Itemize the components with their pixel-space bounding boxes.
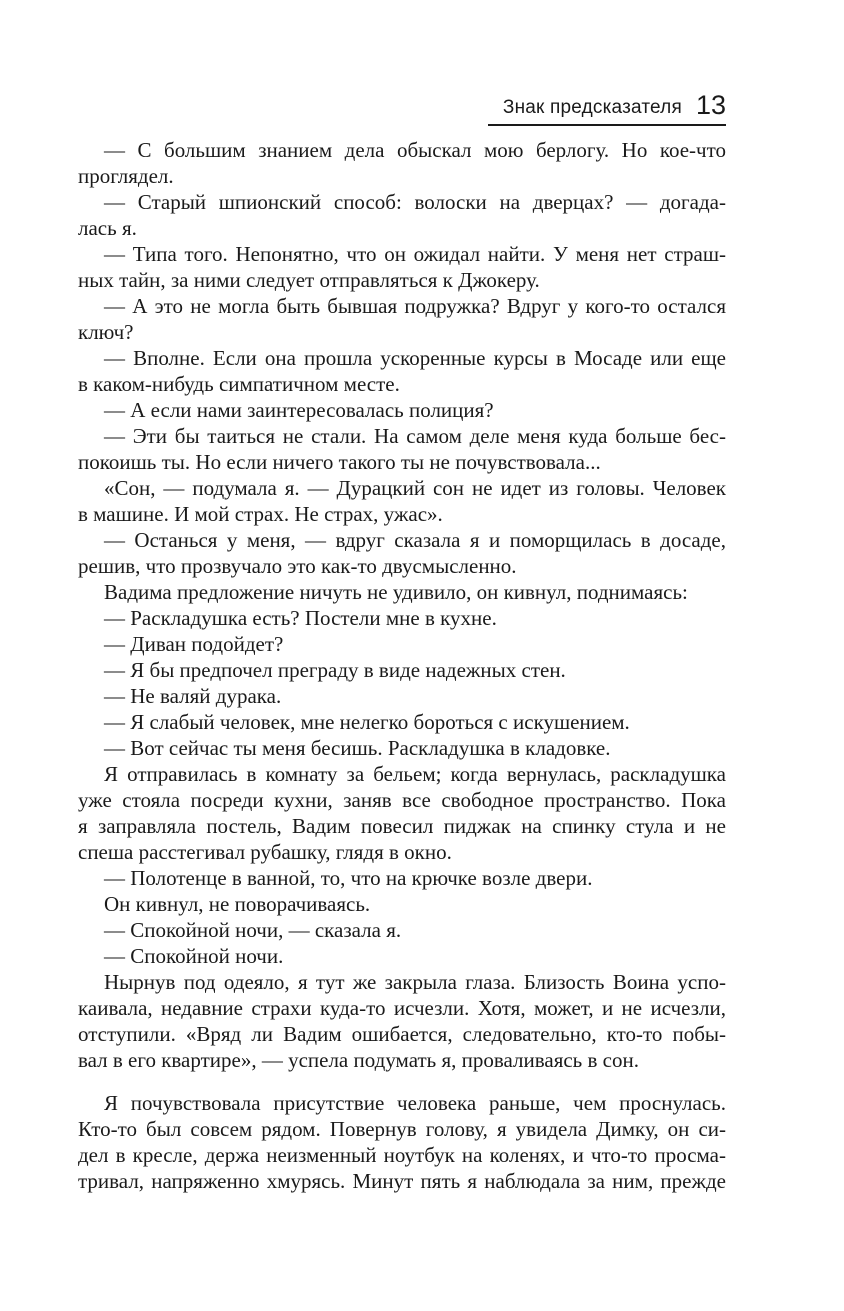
text-line: дел в кресле, держа неизменный ноутбук на коленях, и что-то просма- [78, 1143, 726, 1167]
text-line: — Старый шпионский способ: волоски на дверцах? — догада- [104, 190, 726, 214]
text-line: — Я слабый человек, мне нелегко бороться с искушением. [104, 710, 630, 734]
text-line: — А это не могла быть бывшая подружка? Вдруг у кого-то остался [104, 294, 726, 318]
running-head [488, 86, 726, 126]
text-line: тривал, напряженно хмурясь. Минут пять я наблюдала за ним, прежде [78, 1169, 726, 1193]
page-number: 13 [695, 90, 726, 120]
text-line: отступили. «Вряд ли Вадим ошибается, следовательно, кто-то побы- [78, 1022, 726, 1046]
text-line: — С большим знанием дела обыскал мою берлогу. Но кое-что [104, 138, 726, 162]
text-line: уже стояла посреди кухни, заняв все свободное пространство. Пока [78, 788, 726, 812]
text-line: в каком-нибудь симпатичном месте. [78, 372, 400, 396]
text-line: Нырнув под одеяло, я тут же закрыла глаза. Близость Воина успо- [104, 970, 726, 994]
text-line: — Я бы предпочел преграду в виде надежных стен. [104, 658, 566, 682]
body-text [78, 137, 726, 1073]
body-text-section-2 [78, 1090, 726, 1194]
text-line: покоишь ты. Но если ничего такого ты не почувствовала... [78, 450, 601, 474]
text-line: «Сон, — подумала я. — Дурацкий сон не идет из головы. Человек [104, 476, 726, 500]
text-line: — Не валяй дурака. [104, 684, 282, 708]
text-line: — Диван подойдет? [104, 632, 284, 656]
text-line: вал в его квартире», — успела подумать я, проваливаясь в сон. [78, 1048, 639, 1072]
text-line: ных тайн, за ними следует отправляться к Джокеру. [78, 268, 540, 292]
text-line: — Типа того. Непонятно, что он ожидал найти. У меня нет страш- [104, 242, 726, 266]
running-title: Знак предсказателя [502, 97, 682, 118]
text-line: — Останься у меня, — вдруг сказала я и поморщилась в досаде, [104, 528, 726, 552]
text-line: — А если нами заинтересовалась полиция? [104, 398, 494, 422]
text-line: — Вполне. Если она прошла ускоренные курсы в Мосаде или еще [104, 346, 726, 370]
text-line: Я отправилась в комнату за бельем; когда вернулась, раскладушка [104, 762, 726, 786]
text-line: каивала, недавние страхи куда-то исчезли. Хотя, может, и не исчезли, [78, 996, 726, 1020]
text-line: — Спокойной ночи, — сказала я. [104, 918, 402, 942]
text-line: — Эти бы таиться не стали. На самом деле меня куда больше бес- [104, 424, 726, 448]
text-line: Он кивнул, не поворачиваясь. [104, 892, 371, 916]
text-line: решив, что прозвучало это как-то двусмысленно. [78, 554, 517, 578]
text-line: спеша расстегивал рубашку, глядя в окно. [78, 840, 452, 864]
text-line: — Спокойной ночи. [104, 944, 284, 968]
text-line: — Вот сейчас ты меня бесишь. Раскладушка в кладовке. [104, 736, 611, 760]
text-line: — Полотенце в ванной, то, что на крючке возле двери. [104, 866, 593, 890]
text-line: проглядел. [78, 164, 174, 188]
text-line: Кто-то был совсем рядом. Повернув голову, я увидела Димку, он си- [78, 1117, 726, 1141]
text-line: Я почувствовала присутствие человека раньше, чем проснулась. [104, 1091, 726, 1115]
text-line: ключ? [78, 320, 134, 344]
text-line: в машине. И мой страх. Не страх, ужас». [78, 502, 443, 526]
text-line: — Раскладушка есть? Постели мне в кухне. [104, 606, 497, 630]
text-line: Вадима предложение ничуть не удивило, он кивнул, поднимаясь: [104, 580, 688, 604]
text-line: я заправляла постель, Вадим повесил пиджак на спинку стула и не [78, 814, 726, 838]
text-line: лась я. [78, 216, 137, 240]
